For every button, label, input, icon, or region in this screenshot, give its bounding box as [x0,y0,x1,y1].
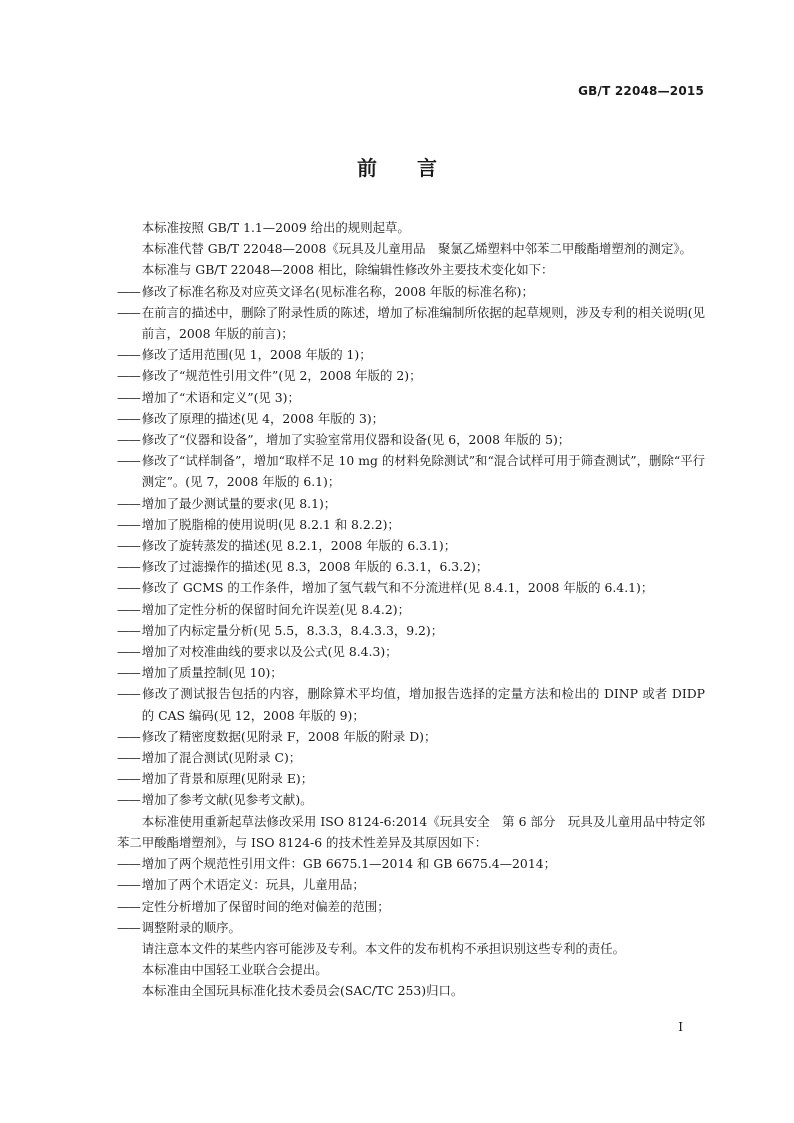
dash-marker: —— [117,898,140,914]
list-item [117,599,705,620]
page-number: I [678,1020,683,1034]
list-item [117,302,705,344]
list-item-text: 修改了“仪器和设备”，增加了实验室常用仪器和设备(见 6，2008 年版的 5)； [141,432,571,448]
dash-marker: —— [117,686,140,702]
paragraph-patent-notice: 请注意本文件的某些内容可能涉及专利。本文件的发布机构不承担识别这些专利的责任。 [141,940,626,956]
list-item-text: 调整附录的顺序。 [141,919,241,935]
list-item-text: 增加了背景和原理(见附录 E)； [141,771,314,787]
dash-marker: —— [117,495,140,511]
dash-marker: —— [117,580,140,596]
dash-marker: —— [117,792,140,808]
list-item [117,387,705,408]
dash-marker: —— [117,538,140,554]
list-item-text: 增加了“术语和定义”(见 3)； [141,389,300,405]
list-item-text: 增加了两个术语定义：玩具，儿童用品； [141,877,365,893]
dash-marker: —— [117,644,140,660]
list-item [117,493,705,514]
dash-marker: —— [117,304,140,320]
dash-marker: —— [117,559,140,575]
list-item [117,768,705,789]
list-item [117,683,705,725]
list-item [117,874,705,895]
dash-marker: —— [117,771,140,787]
dash-marker: —— [117,665,140,681]
list-item-text: 增加了两个规范性引用文件：GB 6675.1—2014 和 GB 6675.4—2014； [141,856,556,872]
list-item [117,535,705,556]
list-item [117,726,705,747]
dash-marker: —— [117,750,140,766]
dash-marker: —— [117,368,140,384]
list-item-text: 增加了参考文献(见参考文献)。 [141,792,313,808]
list-item-text: 修改了过滤操作的描述(见 8.3，2008 年版的 6.3.1，6.3.2)； [141,559,489,575]
list-item-text: 增加了定性分析的保留时间允许误差(见 8.4.2)； [141,601,410,617]
list-item [117,365,705,386]
list-item-text: 增加了内标定量分析(见 5.5，8.3.3，8.4.3.3，9.2)； [141,622,444,638]
list-item-text: 修改了“试样制备”，增加“取样不足 10 mg 的材料免除测试”和“混合试样可用于筛查测试”，删除“平行测定”。(见 7，2008 年版的 6.1)； [141,453,705,490]
list-item-text: 增加了混合测试(见附录 C)； [141,750,302,766]
page-title: 前言 [357,156,477,180]
list-item-text: 增加了质量控制(见 10)； [141,665,283,681]
list-item [117,577,705,598]
list-item [117,789,705,810]
list-item-text: 修改了适用范围(见 1，2008 年版的 1)； [141,347,372,363]
list-item-text: 修改了精密度数据(见附录 F，2008 年版的附录 D)； [141,728,437,744]
list-item [117,514,705,535]
dash-marker: —— [117,919,140,935]
standard-code: GB/T 22048—2015 [578,84,704,98]
dash-marker: —— [117,601,140,617]
list-item [117,556,705,577]
list-item [117,620,705,641]
list-item-text: 修改了标准名称及对应英文译名(见标准名称，2008 年版的标准名称)； [141,283,534,299]
list-item [117,662,705,683]
list-item-text: 增加了对校准曲线的要求以及公式(见 8.4.3)； [141,644,398,660]
dash-marker: —— [117,453,140,469]
list-item [117,747,705,768]
paragraph-proposed-by: 本标准由中国轻工业联合会提出。 [141,962,328,978]
list-item [117,344,705,365]
list-item-text: 修改了测试报告包括的内容，删除算术平均值，增加报告选择的定量方法和检出的 DINP 或者 DIDP 的 CAS 编码(见 12，2008 年版的 9)； [141,686,705,723]
dash-marker: —— [117,389,140,405]
paragraph-managed-by: 本标准由全国玩具标准化技术委员会(SAC/TC 253)归口。 [141,983,464,999]
list-item [117,853,705,874]
list-item [117,450,705,492]
paragraph-replaces: 本标准代替 GB/T 22048—2008《玩具及儿童用品 聚氯乙烯塑料中邻苯二甲酸酯增塑剂的测定》。 [141,241,692,257]
dash-marker: —— [117,622,140,638]
list-item-text: 修改了“规范性引用文件”(见 2，2008 年版的 2)； [141,368,422,384]
list-item-text: 修改了 GCMS 的工作条件，增加了氢气载气和不分流进样(见 8.4.1，2008 年版的 6.4.1)； [141,580,654,596]
dash-marker: —— [117,856,140,872]
list-item-text: 在前言的描述中，删除了附录性质的陈述，增加了标准编制所依据的起草规则，涉及专利的相关说明(见前言，2008 年版的前言)； [141,304,705,342]
list-item [117,281,705,302]
dash-marker: —— [117,516,140,532]
list-item [117,641,705,662]
paragraph-changes-intro: 本标准与 GB/T 22048—2008 相比，除编辑性修改外主要技术变化如下： [141,262,554,278]
list-item-text: 修改了旋转蒸发的描述(见 8.2.1，2008 年版的 6.3.1)； [141,538,457,554]
dash-marker: —— [117,877,140,893]
changes-list [117,281,705,811]
list-item [117,408,705,429]
dash-marker: —— [117,283,140,299]
document-body [117,217,705,1002]
list-item [117,917,705,938]
paragraph-iso-relation: 本标准使用重新起草法修改采用 ISO 8124-6:2014《玩具安全 第 6 部分 玩具及儿童用品中特定邻苯二甲酸酯增塑剂》，与 ISO 8124-6 的技术性差异及其原因如下： [117,813,705,850]
list-item [117,429,705,450]
paragraph-drafting-rules: 本标准按照 GB/T 1.1—2009 给出的规则起草。 [141,220,410,235]
dash-marker: —— [117,347,140,363]
dash-marker: —— [117,728,140,744]
dash-marker: —— [117,432,140,448]
list-item-text: 定性分析增加了保留时间的绝对偏差的范围； [141,898,390,914]
list-item-text: 增加了脱脂棉的使用说明(见 8.2.1 和 8.2.2)； [141,516,400,532]
list-item-text: 增加了最少测试量的要求(见 8.1)； [141,495,337,511]
list-item [117,896,705,917]
list-item-text: 修改了原理的描述(见 4，2008 年版的 3)； [141,410,385,426]
dash-marker: —— [117,410,140,426]
iso-differences-list [117,853,705,938]
